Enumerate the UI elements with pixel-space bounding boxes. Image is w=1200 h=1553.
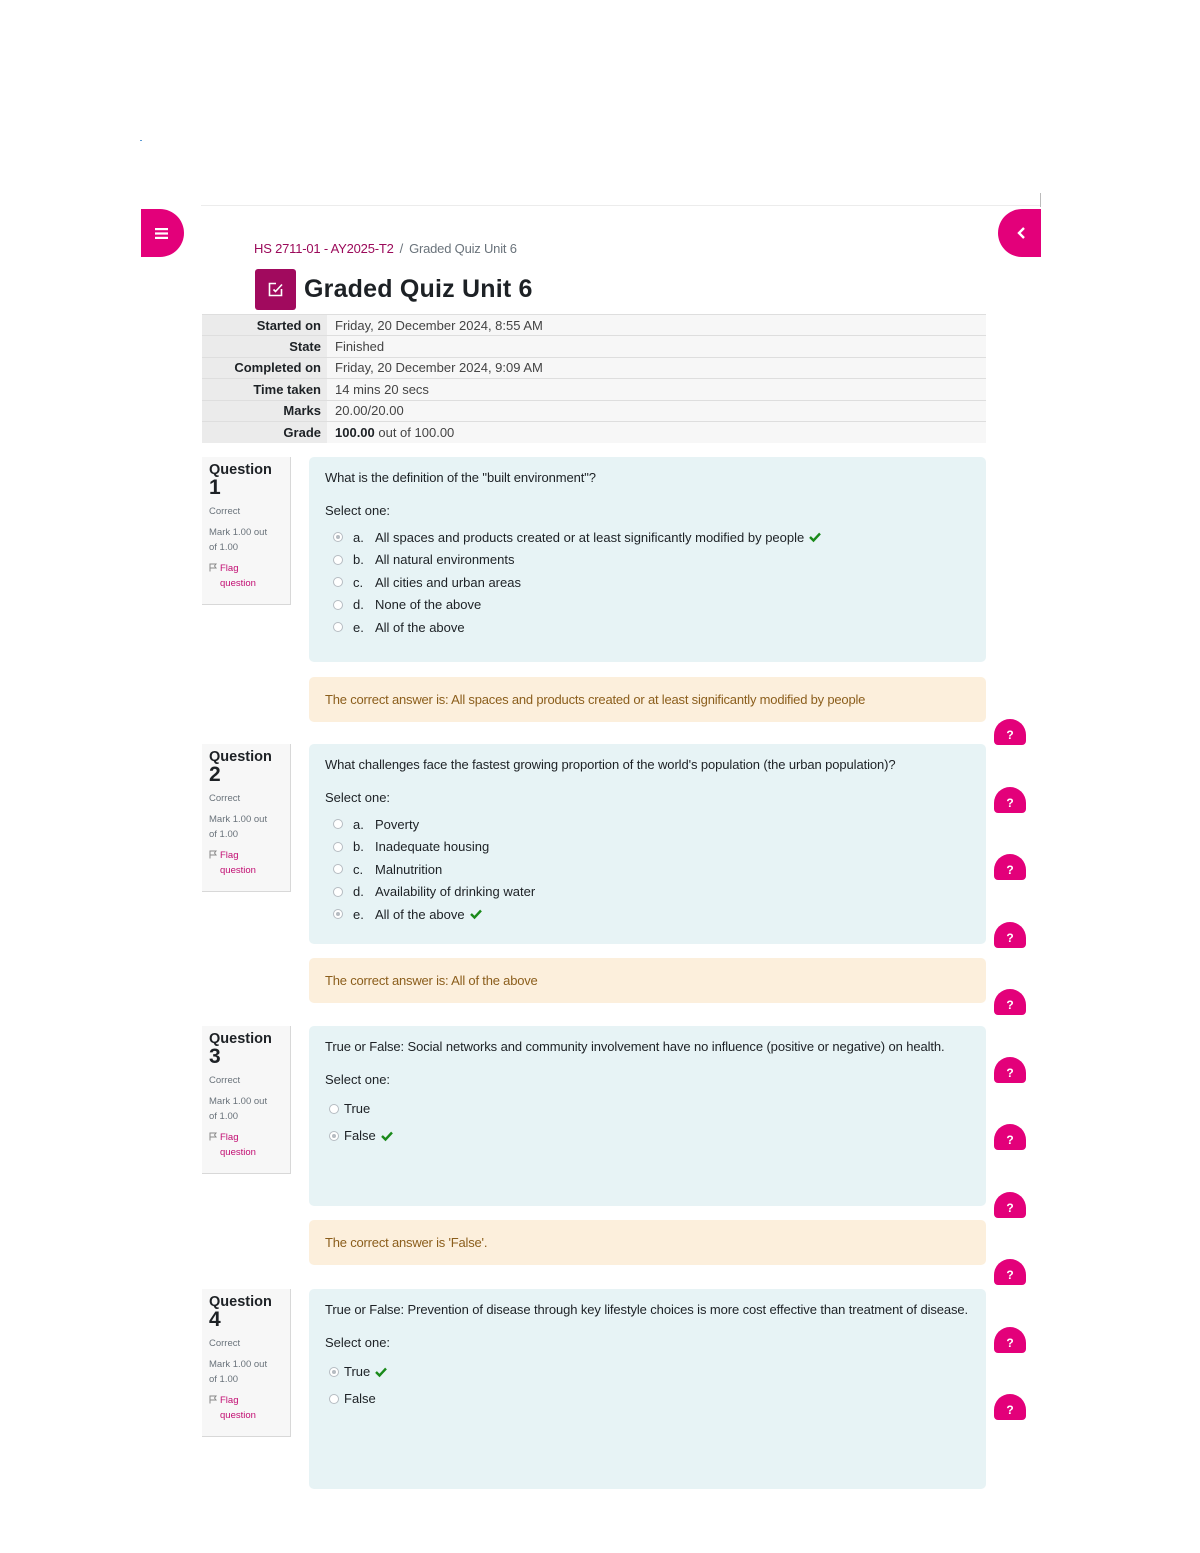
- radio-button[interactable]: [333, 532, 343, 542]
- answer-list: [325, 1358, 970, 1412]
- radio-button[interactable]: [333, 842, 343, 852]
- flag-label: question: [220, 1410, 256, 1421]
- radio-button[interactable]: [333, 622, 343, 632]
- radio-button[interactable]: [333, 909, 343, 919]
- answer-text: Inadequate housing: [375, 839, 490, 855]
- mark-line: of 1.00: [209, 829, 239, 840]
- answer-option[interactable]: [325, 903, 970, 926]
- checkmark-icon: [381, 1131, 393, 1141]
- mark-line: Mark 1.00 out: [209, 527, 268, 538]
- started-on-label: Started on: [202, 315, 327, 336]
- flag-question-link[interactable]: [209, 848, 283, 878]
- flag-label: Flag: [220, 850, 239, 861]
- help-button[interactable]: ?: [994, 1124, 1026, 1150]
- answer-option[interactable]: [325, 813, 970, 836]
- checkmark-icon: [809, 532, 821, 542]
- attempt-summary-table: [202, 314, 986, 443]
- time-taken-value: 14 mins 20 secs: [327, 379, 986, 400]
- help-button[interactable]: ?: [994, 1259, 1026, 1285]
- question-state: Correct: [209, 1075, 241, 1086]
- help-button[interactable]: ?: [994, 922, 1026, 948]
- answer-letter: a.: [353, 529, 364, 545]
- question-content-4: [309, 1289, 986, 1489]
- question-info-3: [202, 1026, 291, 1174]
- flag-label: question: [220, 1147, 256, 1158]
- answer-letter: e.: [353, 906, 364, 922]
- answer-option[interactable]: [325, 836, 970, 859]
- answer-text: Malnutrition: [375, 861, 443, 877]
- flag-label: question: [220, 865, 256, 876]
- question-text: What challenges face the fastest growing proportion of the world's population (the urban population)?: [325, 757, 896, 772]
- correct-answer-feedback-3: The correct answer is 'False'.: [309, 1220, 986, 1265]
- answer-letter: c.: [353, 574, 364, 590]
- state-label: State: [202, 336, 327, 357]
- answer-option[interactable]: [325, 571, 970, 594]
- mark-line: Mark 1.00 out: [209, 1096, 268, 1107]
- question-label: Question: [209, 1294, 272, 1310]
- answer-list: [325, 813, 970, 926]
- help-button[interactable]: ?: [994, 719, 1026, 745]
- window-edge: [1040, 193, 1041, 207]
- question-grade: [209, 812, 283, 842]
- select-one-prompt: Select one:: [325, 503, 391, 518]
- question-info-4: [202, 1289, 291, 1437]
- answer-option[interactable]: [325, 1122, 970, 1149]
- summary-row-completed: [202, 357, 986, 378]
- answer-option[interactable]: [325, 594, 970, 617]
- help-button[interactable]: ?: [994, 1327, 1026, 1353]
- answer-option[interactable]: [325, 1358, 970, 1385]
- answer-text: True: [344, 1101, 371, 1116]
- question-label: Question: [209, 749, 272, 765]
- open-block-drawer-button[interactable]: [998, 209, 1041, 257]
- flag-label: question: [220, 578, 256, 589]
- quiz-review-page: [141, 193, 1041, 1421]
- flag-question-link[interactable]: [209, 1393, 283, 1423]
- answer-letter: b.: [353, 552, 364, 568]
- grade-label: Grade: [202, 421, 327, 442]
- question-text: What is the definition of the "built environment"?: [325, 470, 596, 485]
- flag-label: Flag: [220, 1132, 239, 1143]
- answer-option[interactable]: [325, 858, 970, 881]
- question-grade: [209, 1357, 283, 1387]
- question-info-1: [202, 457, 291, 605]
- marks-label: Marks: [202, 400, 327, 421]
- answer-letter: b.: [353, 839, 364, 855]
- select-one-prompt: Select one:: [325, 790, 391, 805]
- flag-label: Flag: [220, 1395, 239, 1406]
- select-one-prompt: Select one:: [325, 1335, 391, 1350]
- answer-option[interactable]: [325, 526, 970, 549]
- mark-line: of 1.00: [209, 1374, 239, 1385]
- answer-letter: e.: [353, 619, 364, 635]
- question-label: Question: [209, 1031, 272, 1047]
- correct-answer-feedback-1: The correct answer is: All spaces and products created or at least significantly modified by people: [309, 677, 986, 722]
- answer-text: None of the above: [375, 597, 482, 613]
- answer-text: Poverty: [375, 816, 420, 832]
- flag-icon: [209, 563, 217, 572]
- answer-option[interactable]: [325, 1385, 970, 1412]
- summary-row-time: [202, 379, 986, 400]
- mark-line: of 1.00: [209, 1111, 239, 1122]
- question-label: Question: [209, 462, 272, 478]
- radio-button[interactable]: [333, 555, 343, 565]
- page-header: [255, 269, 533, 310]
- answer-option[interactable]: [325, 881, 970, 904]
- help-button[interactable]: ?: [994, 989, 1026, 1015]
- question-text: True or False: Social networks and community involvement have no influence (positive or negative) on health.: [325, 1039, 945, 1054]
- summary-row-grade: [202, 421, 986, 442]
- answer-text: All natural environments: [375, 552, 515, 568]
- mark-line: of 1.00: [209, 542, 239, 553]
- flag-question-link[interactable]: [209, 561, 283, 591]
- grade-score: 100.00: [335, 424, 375, 440]
- mark-line: Mark 1.00 out: [209, 814, 268, 825]
- question-number: 3: [209, 1045, 221, 1068]
- summary-row-started: [202, 315, 986, 336]
- select-one-prompt: Select one:: [325, 1072, 391, 1087]
- radio-button[interactable]: [329, 1394, 339, 1404]
- grade-out-of: out of 100.00: [374, 424, 455, 440]
- flag-question-link[interactable]: [209, 1130, 283, 1160]
- question-content-2: [309, 744, 986, 944]
- radio-button[interactable]: [333, 600, 343, 610]
- answer-letter: a.: [353, 816, 364, 832]
- radio-button[interactable]: [333, 577, 343, 587]
- chevron-left-icon: [1017, 227, 1026, 239]
- open-course-index-button[interactable]: [141, 209, 184, 257]
- checkmark-icon: [375, 1367, 387, 1377]
- answer-option[interactable]: [325, 616, 970, 639]
- flag-icon: [209, 1132, 217, 1141]
- breadcrumb-current[interactable]: Graded Quiz Unit 6: [409, 241, 517, 256]
- question-text: True or False: Prevention of disease through key lifestyle choices is more cost effective than treatment of disease.: [325, 1302, 969, 1317]
- answer-option[interactable]: [325, 1095, 970, 1122]
- stray-dot: [140, 140, 142, 141]
- answer-text: All spaces and products created or at least significantly modified by people: [375, 529, 805, 545]
- help-button[interactable]: ?: [994, 1394, 1026, 1420]
- grade-value: [327, 421, 986, 442]
- state-value: Finished: [327, 336, 986, 357]
- completed-on-value: Friday, 20 December 2024, 9:09 AM: [327, 357, 986, 378]
- breadcrumb-course-link[interactable]: HS 2711-01 - AY2025-T2: [254, 241, 394, 256]
- time-taken-label: Time taken: [202, 379, 327, 400]
- radio-button[interactable]: [329, 1131, 339, 1141]
- mark-line: Mark 1.00 out: [209, 1359, 268, 1370]
- answer-text: False: [344, 1391, 376, 1406]
- radio-button[interactable]: [333, 887, 343, 897]
- question-grade: [209, 1094, 283, 1124]
- question-state: Correct: [209, 793, 241, 804]
- answer-text: Availability of drinking water: [375, 884, 536, 900]
- question-number: 1: [209, 476, 221, 499]
- summary-row-state: [202, 336, 986, 357]
- quiz-edit-icon: [255, 269, 296, 310]
- question-state: Correct: [209, 1338, 241, 1349]
- help-button[interactable]: ?: [994, 787, 1026, 813]
- question-content-1: [309, 457, 986, 662]
- help-button[interactable]: ?: [994, 1057, 1026, 1083]
- radio-button[interactable]: [329, 1367, 339, 1377]
- completed-on-label: Completed on: [202, 357, 327, 378]
- question-number: 2: [209, 763, 221, 786]
- answer-option[interactable]: [325, 549, 970, 572]
- flag-icon: [209, 850, 217, 859]
- answer-text: All cities and urban areas: [375, 574, 521, 590]
- correct-answer-feedback-2: The correct answer is: All of the above: [309, 958, 986, 1003]
- answer-list: [325, 1095, 970, 1149]
- radio-button[interactable]: [333, 864, 343, 874]
- radio-button[interactable]: [333, 819, 343, 829]
- answer-text: True: [344, 1364, 371, 1379]
- answer-letter: d.: [353, 884, 364, 900]
- answer-letter: c.: [353, 861, 364, 877]
- answer-list: [325, 526, 970, 639]
- started-on-value: Friday, 20 December 2024, 8:55 AM: [327, 315, 986, 336]
- question-state: Correct: [209, 506, 241, 517]
- flag-label: Flag: [220, 563, 239, 574]
- marks-value: 20.00/20.00: [327, 400, 986, 421]
- answer-letter: d.: [353, 597, 364, 613]
- flag-icon: [209, 1395, 217, 1404]
- page-title: Graded Quiz Unit 6: [304, 275, 533, 303]
- question-number: 4: [209, 1308, 221, 1331]
- answer-text: False: [344, 1128, 376, 1143]
- header-divider: [201, 205, 1041, 206]
- question-grade: [209, 525, 283, 555]
- breadcrumb-separator: /: [399, 241, 404, 256]
- answer-text: All of the above: [375, 906, 465, 922]
- radio-button[interactable]: [329, 1104, 339, 1114]
- help-button[interactable]: ?: [994, 1192, 1026, 1218]
- question-content-3: [309, 1026, 986, 1206]
- help-button[interactable]: ?: [994, 854, 1026, 880]
- answer-text: All of the above: [375, 619, 465, 635]
- breadcrumb: [254, 241, 517, 256]
- question-info-2: [202, 744, 291, 892]
- summary-row-marks: [202, 400, 986, 421]
- menu-icon: [155, 228, 168, 239]
- checkmark-icon: [470, 909, 482, 919]
